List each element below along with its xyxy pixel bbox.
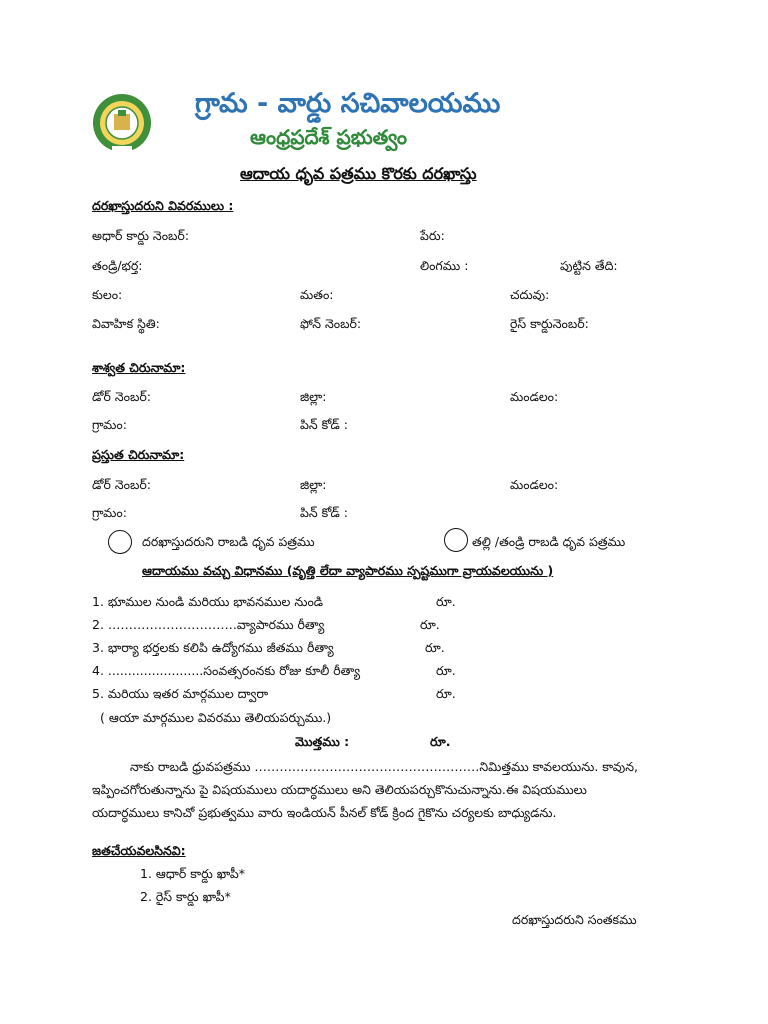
dob-field-label: పుట్టిన తేది: xyxy=(560,258,618,273)
form-title: ఆదాయ ధృవ పత్రము కొరకు దరఖాస్తు xyxy=(240,164,477,183)
declaration-line-2: ఇప్పించగోరుతున్నాను పై విషయములు యదార్ధములు అని తెలియపర్చుకొనుచున్నాను.ఈ విషయములు xyxy=(92,782,587,797)
religion-field-label: మతం: xyxy=(300,287,334,302)
father-husband-field-label: తండ్రి/భర్త: xyxy=(92,258,143,273)
income-item-5-rupees: రూ. xyxy=(436,686,456,701)
parent-cert-radio[interactable] xyxy=(444,528,468,552)
attachment-item-2: 2. రైస్ కార్డు ఖాపీ* xyxy=(140,889,231,904)
applicant-cert-radio[interactable] xyxy=(108,530,132,554)
phone-field-label: ఫోన్ నెంబర్: xyxy=(300,316,362,331)
parent-cert-option-label: తల్లి /తండ్రి రాబడి ధృవ పత్రము xyxy=(472,534,626,549)
permanent-door-field-label: డోర్ నెంబర్: xyxy=(92,389,151,404)
total-label: మొత్తము : xyxy=(295,734,350,749)
name-field-label: పేరు: xyxy=(420,228,445,243)
aadhaar-field-label: అధార్ కార్డు నెంబర్: xyxy=(92,228,190,243)
income-note: ( ఆయా మార్గముల వివరము తెలియపర్చుము.) xyxy=(100,710,332,725)
page-title: గ్రామ - వార్డు సచివాలయము xyxy=(195,88,501,119)
present-pin-field-label: పిన్ కోడ్ : xyxy=(300,505,348,520)
declaration-line-3: యదార్ధములు కానిచో ప్రభుత్వము వారు ఇండియన్ పీనల్ కోడ్ క్రింద గైకొను చర్యలకు బాధ్యుడను. xyxy=(92,805,557,820)
present-mandal-field-label: మండలం: xyxy=(510,477,559,492)
caste-field-label: కులం: xyxy=(92,287,123,302)
permanent-village-field-label: గ్రామం: xyxy=(92,417,127,432)
declaration-line-1: నాకు రాబడి ధ్రువపత్రము ………………………………………………నిమిత్తము కావలయును. కావున, xyxy=(130,759,638,774)
present-address-heading: ప్రస్తుత చిరునామా: xyxy=(92,447,185,462)
present-door-field-label: డోర్ నెంబర్: xyxy=(92,477,151,492)
page-subtitle: ఆంధ్రప్రదేశ్ ప్రభుత్వం xyxy=(250,125,407,149)
permanent-address-heading: శాశ్వత చిరునామా: xyxy=(92,360,186,375)
attachment-item-1: 1. ఆధార్ కార్డు ఖాపీ* xyxy=(140,866,246,881)
income-heading: ఆదాయము వచ్చు విధానము (వృత్తి లేదా వ్యాపారము స్పష్టముగా వ్రాయవలయును ) xyxy=(142,563,554,578)
total-rupees: రూ. xyxy=(430,734,451,749)
income-item-3-label: 3. భార్యా భర్తలకు కలిపి ఉద్యోగము జీతము రీత్యా xyxy=(92,640,334,655)
signature-label: దరఖాస్తుదరుని సంతకము xyxy=(512,912,637,927)
ration-card-field-label: రైస్ కార్డునెంబర్: xyxy=(510,316,589,331)
income-item-2-rupees: రూ. xyxy=(420,617,440,632)
marital-status-field-label: వివాహిక స్థితి: xyxy=(92,316,160,331)
permanent-mandal-field-label: మండలం: xyxy=(510,389,559,404)
income-item-1-label: 1. భూముల నుండి మరియు భావనముల నుండి xyxy=(92,594,324,609)
permanent-district-field-label: జిల్లా: xyxy=(300,389,327,404)
state-emblem-logo xyxy=(92,92,152,154)
income-item-4-label: 4. ........................సంవత్సరంనకు రోజు కూలీ రీత్యా xyxy=(92,663,361,678)
present-village-field-label: గ్రామం: xyxy=(92,505,127,520)
permanent-pin-field-label: పిన్ కోడ్ : xyxy=(300,417,348,432)
gender-field-label: లింగము : xyxy=(420,258,469,273)
income-item-5-label: 5. మరియు ఇతర మార్గముల ద్వారా xyxy=(92,686,269,701)
income-item-3-rupees: రూ. xyxy=(425,640,445,655)
education-field-label: చదువు: xyxy=(510,287,550,302)
applicant-cert-option-label: దరఖాస్తుదరుని రాబడి ధృవ పత్రము xyxy=(142,534,315,549)
income-item-1-rupees: రూ. xyxy=(436,594,456,609)
income-item-2-label: 2. ………………………….వ్యాపారము రీత్యా xyxy=(92,617,325,632)
income-item-4-rupees: రూ. xyxy=(436,663,456,678)
present-district-field-label: జిల్లా: xyxy=(300,477,327,492)
applicant-section-label: దరఖాస్తుదరుని వివరములు : xyxy=(92,198,234,213)
attachments-heading: జతచేయవలసినవి: xyxy=(92,843,186,858)
